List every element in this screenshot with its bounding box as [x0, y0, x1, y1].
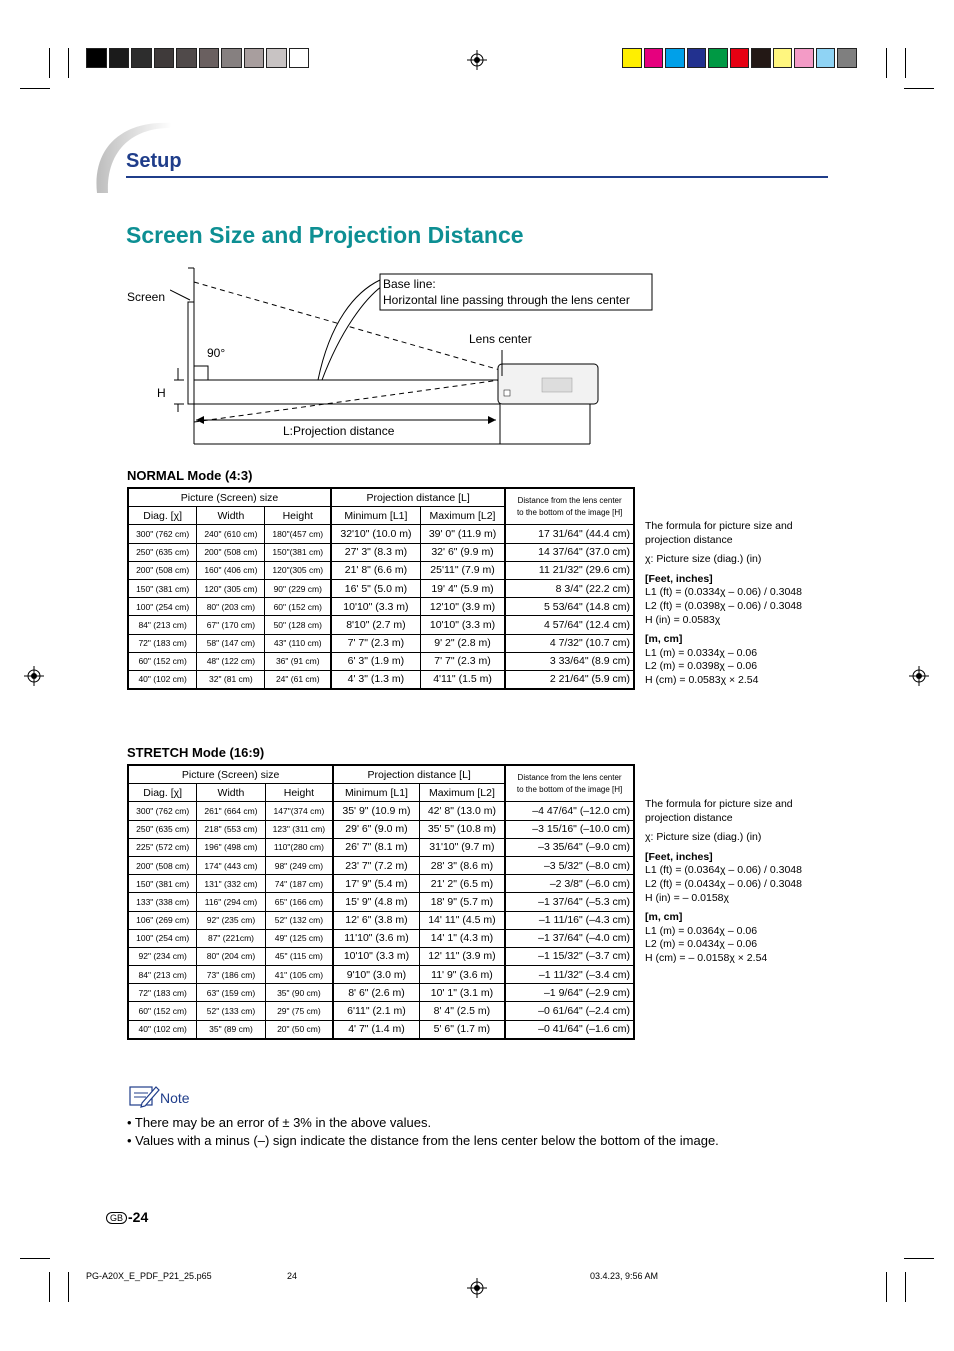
table-cell: 21' 8" (6.6 m): [331, 561, 420, 579]
color-swatch: [109, 48, 130, 68]
table-cell: 14 37/64" (37.0 cm): [505, 543, 634, 561]
table-cell: 131" (332 cm): [197, 875, 265, 893]
grayscale-bar: [86, 48, 311, 68]
table-cell: 49" (125 cm): [265, 929, 333, 947]
table-cell: 5' 6" (1.7 m): [419, 1020, 505, 1039]
table-cell: 15' 9" (4.8 m): [333, 893, 419, 911]
table-cell: 98" (249 cm): [265, 856, 333, 874]
table-cell: 8' 6" (2.6 m): [333, 984, 419, 1002]
table-row: [128, 543, 634, 561]
color-swatch: [131, 48, 152, 68]
formula-line: projection distance: [645, 811, 733, 824]
table-cell: 196" (498 cm): [197, 838, 265, 856]
table-cell: 65" (166 cm): [265, 893, 333, 911]
table-row: [128, 579, 634, 597]
table-cell: –3 35/64" (–9.0 cm): [505, 838, 634, 856]
formula-line: H (in) = 0.0583χ: [645, 613, 721, 626]
table-cell: –1 37/64" (–5.3 cm): [505, 893, 634, 911]
height-header: Height: [265, 507, 331, 525]
table-cell: 133" (338 cm): [128, 893, 197, 911]
table-cell: 67" (170 cm): [197, 616, 265, 634]
formula-line: L1 (m) = 0.0364χ – 0.06: [645, 924, 758, 937]
table-row: [128, 984, 634, 1002]
table-cell: 29' 6" (9.0 m): [333, 820, 419, 838]
lens-distance-header: Distance from the lens center to the bottom of the image [H]: [505, 765, 634, 802]
formula-line: χ: Picture size (diag.) (in): [645, 831, 762, 844]
formula-line: [Feet, inches]: [645, 850, 713, 863]
crop-mark: [905, 48, 906, 78]
table-cell: 4 7/32" (10.7 cm): [505, 634, 634, 652]
table-row: [128, 802, 634, 820]
table-cell: 11'10" (3.6 m): [333, 929, 419, 947]
formula-line: L2 (m) = 0.0398χ – 0.06: [645, 660, 758, 673]
stretch-mode-title: STRETCH Mode (16:9): [127, 745, 265, 760]
formula-line: H (in) = – 0.0158χ: [645, 891, 730, 904]
table-cell: 84" (213 cm): [128, 966, 197, 984]
table-cell: 120" (305 cm): [197, 579, 265, 597]
table-cell: 11 21/32" (29.6 cm): [505, 561, 634, 579]
table-cell: 32'10" (10.0 m): [331, 525, 420, 543]
formula-line: L2 (ft) = (0.0398χ – 0.06) / 0.3048: [645, 599, 802, 612]
color-swatch: [622, 48, 642, 68]
table-row: [128, 966, 634, 984]
width-header: Width: [197, 784, 265, 802]
projection-distance-header: Projection distance [L]: [333, 765, 505, 784]
pencil-note-icon: [128, 1083, 160, 1109]
table-cell: 60" (152 cm): [265, 598, 331, 616]
table-cell: –1 37/64" (–4.0 cm): [505, 929, 634, 947]
table-cell: 58" (147 cm): [197, 634, 265, 652]
table-cell: 21' 2" (6.5 m): [419, 875, 505, 893]
table-cell: –1 11/16" (–4.3 cm): [505, 911, 634, 929]
table-cell: –4 47/64" (–12.0 cm): [505, 802, 634, 820]
table-row: [128, 929, 634, 947]
crop-mark: [20, 1258, 50, 1259]
lens-distance-header: Distance from the lens center to the bottom of the image [H]: [505, 488, 634, 525]
lens-center-label: Lens center: [469, 332, 532, 346]
table-cell: 80" (204 cm): [197, 947, 265, 965]
crop-mark: [49, 48, 50, 78]
table-cell: 106" (269 cm): [128, 911, 197, 929]
table-cell: 35" (90 cm): [265, 984, 333, 1002]
note-title: Note: [160, 1090, 190, 1106]
table-cell: 8' 4" (2.5 m): [419, 1002, 505, 1020]
formula-line: L2 (ft) = (0.0434χ – 0.06) / 0.3048: [645, 877, 802, 890]
table-cell: –1 15/32" (–3.7 cm): [505, 947, 634, 965]
table-cell: 240" (610 cm): [197, 525, 265, 543]
table-cell: 80" (203 cm): [197, 598, 265, 616]
table-row: [128, 875, 634, 893]
table-cell: 200" (508 cm): [128, 561, 197, 579]
formula-line: L2 (m) = 0.0434χ – 0.06: [645, 938, 758, 951]
table-cell: 60" (152 cm): [128, 1002, 197, 1020]
table-cell: –1 11/32" (–3.4 cm): [505, 966, 634, 984]
table-cell: 42' 8" (13.0 m): [419, 802, 505, 820]
table-cell: 32" (81 cm): [197, 670, 265, 689]
table-cell: –2 3/8" (–6.0 cm): [505, 875, 634, 893]
color-swatch: [266, 48, 287, 68]
table-cell: 180"(457 cm): [265, 525, 331, 543]
projection-distance-header: Projection distance [L]: [331, 488, 505, 507]
table-cell: 18' 9" (5.7 m): [419, 893, 505, 911]
formula-line: L1 (m) = 0.0334χ – 0.06: [645, 646, 758, 659]
color-swatch: [86, 48, 107, 68]
crop-mark: [20, 88, 50, 89]
table-cell: 41" (105 cm): [265, 966, 333, 984]
footer-filename: PG-A20X_E_PDF_P21_25.p65: [86, 1271, 212, 1281]
table-cell: 150" (381 cm): [128, 875, 197, 893]
table-cell: 32' 6" (9.9 m): [420, 543, 505, 561]
footer-date: 03.4.23, 9:56 AM: [590, 1271, 659, 1281]
registration-mark: [909, 666, 929, 686]
table-cell: 90" (229 cm): [265, 579, 331, 597]
stretch-formula: [645, 798, 802, 966]
table-cell: 10'10" (3.3 m): [331, 598, 420, 616]
picture-size-header: Picture (Screen) size: [128, 488, 331, 507]
color-swatch: [794, 48, 814, 68]
table-cell: 200" (508 cm): [197, 543, 265, 561]
table-cell: 160" (406 cm): [197, 561, 265, 579]
registration-mark: [24, 666, 44, 686]
crop-mark: [886, 1272, 887, 1302]
table-cell: 48" (122 cm): [197, 652, 265, 670]
crop-mark: [904, 1258, 934, 1259]
table-cell: 24" (61 cm): [265, 670, 331, 689]
table-cell: 52" (133 cm): [197, 1002, 265, 1020]
height-header: Height: [265, 784, 333, 802]
table-cell: 2 21/64" (5.9 cm): [505, 670, 634, 689]
table-row: [128, 616, 634, 634]
distance-label: L:Projection distance: [283, 424, 395, 438]
h-label: H: [157, 386, 166, 400]
formula-line: [m, cm]: [645, 633, 683, 646]
table-cell: 72" (183 cm): [128, 634, 197, 652]
table-cell: 31'10" (9.7 m): [419, 838, 505, 856]
crop-mark: [68, 48, 69, 78]
footer-page: 24: [287, 1271, 298, 1281]
table-cell: 92" (235 cm): [197, 911, 265, 929]
registration-mark: [467, 1278, 487, 1298]
table-row: [128, 947, 634, 965]
table-cell: 7' 7" (2.3 m): [420, 652, 505, 670]
color-swatch: [773, 48, 793, 68]
table-row: [128, 634, 634, 652]
table-cell: 23' 7" (7.2 m): [333, 856, 419, 874]
table-cell: 6' 3" (1.9 m): [331, 652, 420, 670]
table-cell: 43" (110 cm): [265, 634, 331, 652]
color-swatch: [837, 48, 857, 68]
table-cell: 25'11" (7.9 m): [420, 561, 505, 579]
table-cell: 50" (128 cm): [265, 616, 331, 634]
table-cell: 9' 2" (2.8 m): [420, 634, 505, 652]
table-cell: 45" (115 cm): [265, 947, 333, 965]
table-cell: 147"(374 cm): [265, 802, 333, 820]
crop-mark: [68, 1272, 69, 1302]
color-bar: [622, 48, 859, 68]
page-title: Screen Size and Projection Distance: [126, 222, 524, 248]
table-cell: 16' 5" (5.0 m): [331, 579, 420, 597]
table-cell: 4'11" (1.5 m): [420, 670, 505, 689]
table-row: [128, 1002, 634, 1020]
color-swatch: [708, 48, 728, 68]
table-row: [128, 652, 634, 670]
formula-line: The formula for picture size and: [645, 520, 793, 532]
table-cell: 9'10" (3.0 m): [333, 966, 419, 984]
table-cell: 84" (213 cm): [128, 616, 197, 634]
table-cell: 92" (234 cm): [128, 947, 197, 965]
table-cell: 52" (132 cm): [265, 911, 333, 929]
table-cell: 10'10" (3.3 m): [420, 616, 505, 634]
color-swatch: [644, 48, 664, 68]
table-cell: 74" (187 cm): [265, 875, 333, 893]
normal-mode-table: [127, 487, 635, 690]
table-cell: 14' 11" (4.5 m): [419, 911, 505, 929]
max-header: Maximum [L2]: [419, 784, 505, 802]
table-cell: 100" (254 cm): [128, 598, 197, 616]
note-item: • There may be an error of ± 3% in the above values.: [127, 1115, 432, 1130]
normal-formula: [645, 520, 802, 688]
color-swatch: [687, 48, 707, 68]
table-cell: 116" (294 cm): [197, 893, 265, 911]
table-cell: 110"(280 cm): [265, 838, 333, 856]
table-cell: –3 5/32" (–8.0 cm): [505, 856, 634, 874]
table-row: [128, 820, 634, 838]
picture-size-header: Picture (Screen) size: [128, 765, 333, 784]
table-cell: 35" (89 cm): [197, 1020, 265, 1039]
table-cell: 7' 7" (2.3 m): [331, 634, 420, 652]
table-cell: 120"(305 cm): [265, 561, 331, 579]
formula-line: The formula for picture size and: [645, 798, 793, 810]
table-cell: 17 31/64" (44.4 cm): [505, 525, 634, 543]
section-rule: [126, 176, 828, 178]
table-row: [128, 1020, 634, 1039]
color-swatch: [289, 48, 310, 68]
table-cell: 11' 9" (3.6 m): [419, 966, 505, 984]
color-swatch: [154, 48, 175, 68]
table-cell: 36" (91 cm): [265, 652, 331, 670]
normal-mode-title: NORMAL Mode (4:3): [127, 468, 253, 483]
formula-line: [m, cm]: [645, 911, 683, 924]
table-cell: 35' 5" (10.8 m): [419, 820, 505, 838]
diag-header: Diag. [χ]: [128, 784, 197, 802]
base-line-desc: Horizontal line passing through the lens center: [383, 293, 630, 307]
table-row: [128, 856, 634, 874]
table-cell: 6'11" (2.1 m): [333, 1002, 419, 1020]
table-cell: 4 57/64" (12.4 cm): [505, 616, 634, 634]
table-cell: 26' 7" (8.1 m): [333, 838, 419, 856]
table-row: [128, 911, 634, 929]
color-swatch: [176, 48, 197, 68]
table-row: [128, 525, 634, 543]
crop-mark: [905, 1272, 906, 1302]
angle-label: 90°: [207, 346, 226, 360]
color-swatch: [751, 48, 771, 68]
table-row: [128, 893, 634, 911]
table-cell: 218" (553 cm): [197, 820, 265, 838]
table-cell: –3 15/16" (–10.0 cm): [505, 820, 634, 838]
table-cell: 28' 3" (8.6 m): [419, 856, 505, 874]
table-cell: 150" (381 cm): [128, 579, 197, 597]
formula-line: χ: Picture size (diag.) (in): [645, 553, 762, 566]
table-cell: 8 3/4" (22.2 cm): [505, 579, 634, 597]
table-row: [128, 670, 634, 689]
table-cell: 174" (443 cm): [197, 856, 265, 874]
max-header: Maximum [L2]: [420, 507, 505, 525]
diag-header: Diag. [χ]: [128, 507, 197, 525]
note-item: • Values with a minus (–) sign indicate the distance from the lens center below the bottom of the image.: [127, 1133, 719, 1148]
table-cell: 35' 9" (10.9 m): [333, 802, 419, 820]
table-cell: 250" (635 cm): [128, 820, 197, 838]
table-cell: 72" (183 cm): [128, 984, 197, 1002]
formula-line: H (cm) = 0.0583χ × 2.54: [645, 673, 759, 686]
color-swatch: [730, 48, 750, 68]
min-header: Minimum [L1]: [333, 784, 419, 802]
formula-line: [Feet, inches]: [645, 572, 713, 585]
table-cell: 100" (254 cm): [128, 929, 197, 947]
table-cell: 39' 0" (11.9 m): [420, 525, 505, 543]
table-cell: 29" (75 cm): [265, 1002, 333, 1020]
stretch-mode-table: [127, 764, 635, 1040]
table-cell: 14' 1" (4.3 m): [419, 929, 505, 947]
table-cell: 8'10" (2.7 m): [331, 616, 420, 634]
table-cell: –0 41/64" (–1.6 cm): [505, 1020, 634, 1039]
table-cell: 12'10" (3.9 m): [420, 598, 505, 616]
table-row: [128, 838, 634, 856]
table-cell: 3 33/64" (8.9 cm): [505, 652, 634, 670]
gb-badge: GB: [106, 1212, 127, 1224]
table-cell: –0 61/64" (–2.4 cm): [505, 1002, 634, 1020]
crop-mark: [904, 88, 934, 89]
table-cell: 300" (762 cm): [128, 525, 197, 543]
table-cell: 10'10" (3.3 m): [333, 947, 419, 965]
formula-line: L1 (ft) = (0.0364χ – 0.06) / 0.3048: [645, 864, 802, 877]
table-cell: 12' 6" (3.8 m): [333, 911, 419, 929]
table-cell: 19' 4" (5.9 m): [420, 579, 505, 597]
table-cell: 73" (186 cm): [197, 966, 265, 984]
color-swatch: [244, 48, 265, 68]
table-cell: 4' 7" (1.4 m): [333, 1020, 419, 1039]
table-cell: 123" (311 cm): [265, 820, 333, 838]
table-row: [128, 561, 634, 579]
color-swatch: [816, 48, 836, 68]
width-header: Width: [197, 507, 265, 525]
table-cell: 63" (159 cm): [197, 984, 265, 1002]
table-cell: 10' 1" (3.1 m): [419, 984, 505, 1002]
table-cell: 12' 11" (3.9 m): [419, 947, 505, 965]
table-cell: 20" (50 cm): [265, 1020, 333, 1039]
section-title: Setup: [126, 150, 182, 172]
table-cell: 5 53/64" (14.8 cm): [505, 598, 634, 616]
table-cell: 87" (221cm): [197, 929, 265, 947]
table-cell: 4' 3" (1.3 m): [331, 670, 420, 689]
formula-line: L1 (ft) = (0.0334χ – 0.06) / 0.3048: [645, 586, 802, 599]
table-cell: 40" (102 cm): [128, 1020, 197, 1039]
min-header: Minimum [L1]: [331, 507, 420, 525]
table-row: [128, 598, 634, 616]
table-cell: 150"(381 cm): [265, 543, 331, 561]
formula-line: H (cm) = – 0.0158χ × 2.54: [645, 951, 768, 964]
table-cell: –1 9/64" (–2.9 cm): [505, 984, 634, 1002]
color-swatch: [665, 48, 685, 68]
registration-mark: [467, 50, 487, 70]
base-line-label: Base line:: [383, 277, 436, 291]
table-cell: 261" (664 cm): [197, 802, 265, 820]
page-number: GB -24: [106, 1209, 148, 1225]
table-cell: 60" (152 cm): [128, 652, 197, 670]
crop-mark: [49, 1272, 50, 1302]
table-cell: 27' 3" (8.3 m): [331, 543, 420, 561]
formula-line: projection distance: [645, 533, 733, 546]
table-cell: 300" (762 cm): [128, 802, 197, 820]
table-cell: 200" (508 cm): [128, 856, 197, 874]
table-cell: 40" (102 cm): [128, 670, 197, 689]
table-cell: 225" (572 cm): [128, 838, 197, 856]
color-swatch: [221, 48, 242, 68]
color-swatch: [199, 48, 220, 68]
table-cell: 17' 9" (5.4 m): [333, 875, 419, 893]
table-cell: 250" (635 cm): [128, 543, 197, 561]
screen-label: Screen: [127, 290, 166, 304]
crop-mark: [886, 48, 887, 78]
